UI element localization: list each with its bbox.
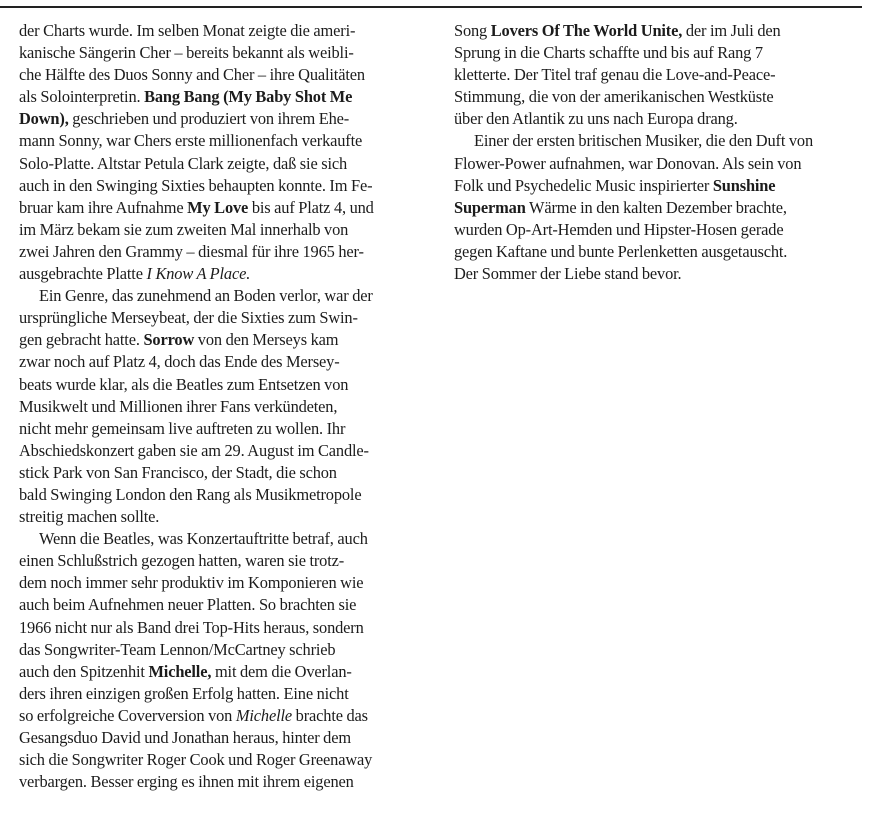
right-column xyxy=(454,20,864,285)
text-line xyxy=(19,86,419,108)
text-line: Flower-Power aufnahmen, war Donovan. Als sein von xyxy=(454,153,802,173)
text-line xyxy=(19,263,419,285)
text-run: Song xyxy=(454,21,491,40)
text-run: bis auf Platz 4, und xyxy=(248,197,374,217)
song-title-michelle-italic: Michelle xyxy=(235,705,293,725)
text-run: gen gebracht hatte. xyxy=(19,330,144,350)
text-run: brachte das xyxy=(292,705,368,725)
text-line: kanische Sängerin Cher – bereits bekannt als weibli- xyxy=(19,43,354,63)
text-line: ders ihren einzigen großen Erfolg hatten. Eine nicht xyxy=(19,683,349,703)
text-line: Solo-Platte. Altstar Petula Clark zeigte, daß sie sich xyxy=(19,153,348,173)
text-run: als Solointerpretin. xyxy=(19,87,145,107)
text-line xyxy=(19,197,419,219)
left-column xyxy=(19,20,419,793)
text-line: 1966 nicht nur als Band drei Top-Hits heraus, sondern xyxy=(19,617,364,637)
text-run: Folk und Psychedelic Music inspirierter xyxy=(454,175,713,195)
text-line: das Songwriter-Team Lennon/McCartney schrieb xyxy=(19,639,336,659)
song-title-sorrow: Sorrow xyxy=(143,330,195,350)
text-run: auch den Spitzenhit xyxy=(19,661,149,681)
text-run: der im Juli den xyxy=(682,21,781,40)
top-rule xyxy=(0,6,862,8)
paragraph-beatles xyxy=(19,528,419,793)
text-line: Einer der ersten britischen Musiker, die den Duft von xyxy=(474,131,814,151)
album-title-i-know-a-place: I Know A Place. xyxy=(146,264,251,284)
text-line: streitig machen sollte. xyxy=(19,507,160,527)
text-line xyxy=(19,108,419,130)
song-title-bang-bang-cont: Down), xyxy=(19,109,69,129)
paragraph-merseybeat xyxy=(19,285,419,528)
text-line: ursprüngliche Merseybeat, der die Sixties zum Swin- xyxy=(19,308,358,328)
text-line: über den Atlantik zu uns nach Europa drang. xyxy=(454,109,738,129)
text-line: Abschiedskonzert gaben sie am 29. August im Candle- xyxy=(19,440,369,460)
text-line: che Hälfte des Duos Sonny and Cher – ihre Qualitäten xyxy=(19,65,365,85)
text-line: zwei Jahren den Grammy – diesmal für ihre 1965 her- xyxy=(19,241,364,261)
paragraph-cher xyxy=(19,20,419,285)
text-run: bruar kam ihre Aufnahme xyxy=(19,197,188,217)
text-line: nicht mehr gemeinsam live auftreten zu wollen. Ihr xyxy=(19,418,346,438)
text-line: Wenn die Beatles, was Konzertauftritte betraf, auch xyxy=(39,529,368,549)
text-run: geschrieben und produziert von ihrem Ehe- xyxy=(68,109,350,129)
text-line: verbargen. Besser erging es ihnen mit ihrem eigenen xyxy=(19,772,354,792)
text-line: Sprung in die Charts schaffte und bis auf Rang 7 xyxy=(454,43,763,63)
text-line: auch beim Aufnehmen neuer Platten. So brachten sie xyxy=(19,595,357,615)
text-line: wurden Op-Art-Hemden und Hipster-Hosen gerade xyxy=(454,219,784,239)
song-title-lovers-of-the-world-unite: Lovers Of The World Unite, xyxy=(490,21,683,40)
text-line: bald Swinging London den Rang als Musikmetropole xyxy=(19,484,362,504)
text-line: Musikwelt und Millionen ihrer Fans verkündeten, xyxy=(19,396,338,416)
song-title-my-love: My Love xyxy=(187,197,249,217)
text-line: dem noch immer sehr produktiv im Komponieren wie xyxy=(19,573,364,593)
text-line: zwar noch auf Platz 4, doch das Ende des Mersey- xyxy=(19,352,340,372)
text-line: der Charts wurde. Im selben Monat zeigte die ameri- xyxy=(19,21,356,40)
text-line: gegen Kaftane und bunte Perlenketten ausgetauscht. xyxy=(454,241,788,261)
paragraph-donovan xyxy=(454,130,864,285)
text-run: mit dem die Overlan- xyxy=(211,661,352,681)
song-title-sunshine: Sunshine xyxy=(712,175,776,195)
text-line xyxy=(19,661,419,683)
song-title-michelle: Michelle, xyxy=(148,661,212,681)
text-line xyxy=(454,175,864,197)
text-line: Gesangsduo David und Jonathan heraus, hinter dem xyxy=(19,728,351,747)
text-line xyxy=(454,197,864,219)
text-line: einen Schlußstrich gezogen hatten, waren sie trotz- xyxy=(19,551,345,571)
song-title-bang-bang: Bang Bang (My Baby Shot Me xyxy=(144,87,353,107)
text-line: sich die Songwriter Roger Cook und Roger Greenaway xyxy=(19,750,373,770)
text-line: im März bekam sie zum zweiten Mal innerhalb von xyxy=(19,219,349,239)
text-line: Ein Genre, das zunehmend an Boden verlor, war der xyxy=(39,286,373,306)
text-run: Wärme in den kalten Dezember brachte, xyxy=(525,197,787,217)
text-line: beats wurde klar, als die Beatles zum Entsetzen von xyxy=(19,374,349,394)
text-line: auch in den Swinging Sixties behaupten konnte. Im Fe- xyxy=(19,175,373,195)
song-title-superman: Superman xyxy=(454,197,526,217)
text-line xyxy=(19,329,419,351)
text-line xyxy=(19,705,419,727)
text-line: mann Sonny, war Chers erste millionenfach verkaufte xyxy=(19,131,363,151)
text-line xyxy=(454,20,864,42)
text-line: stick Park von San Francisco, der Stadt, die schon xyxy=(19,462,337,482)
paragraph-lovers xyxy=(454,20,864,130)
text-run: von den Merseys kam xyxy=(194,330,339,350)
text-line: Stimmung, die von der amerikanischen Westküste xyxy=(454,87,774,107)
text-line: kletterte. Der Titel traf genau die Love-and-Peace- xyxy=(454,65,776,85)
text-run: ausgebrachte Platte xyxy=(19,264,147,284)
text-run: so erfolgreiche Coverversion von xyxy=(19,705,236,725)
text-line: Der Sommer der Liebe stand bevor. xyxy=(454,264,682,284)
